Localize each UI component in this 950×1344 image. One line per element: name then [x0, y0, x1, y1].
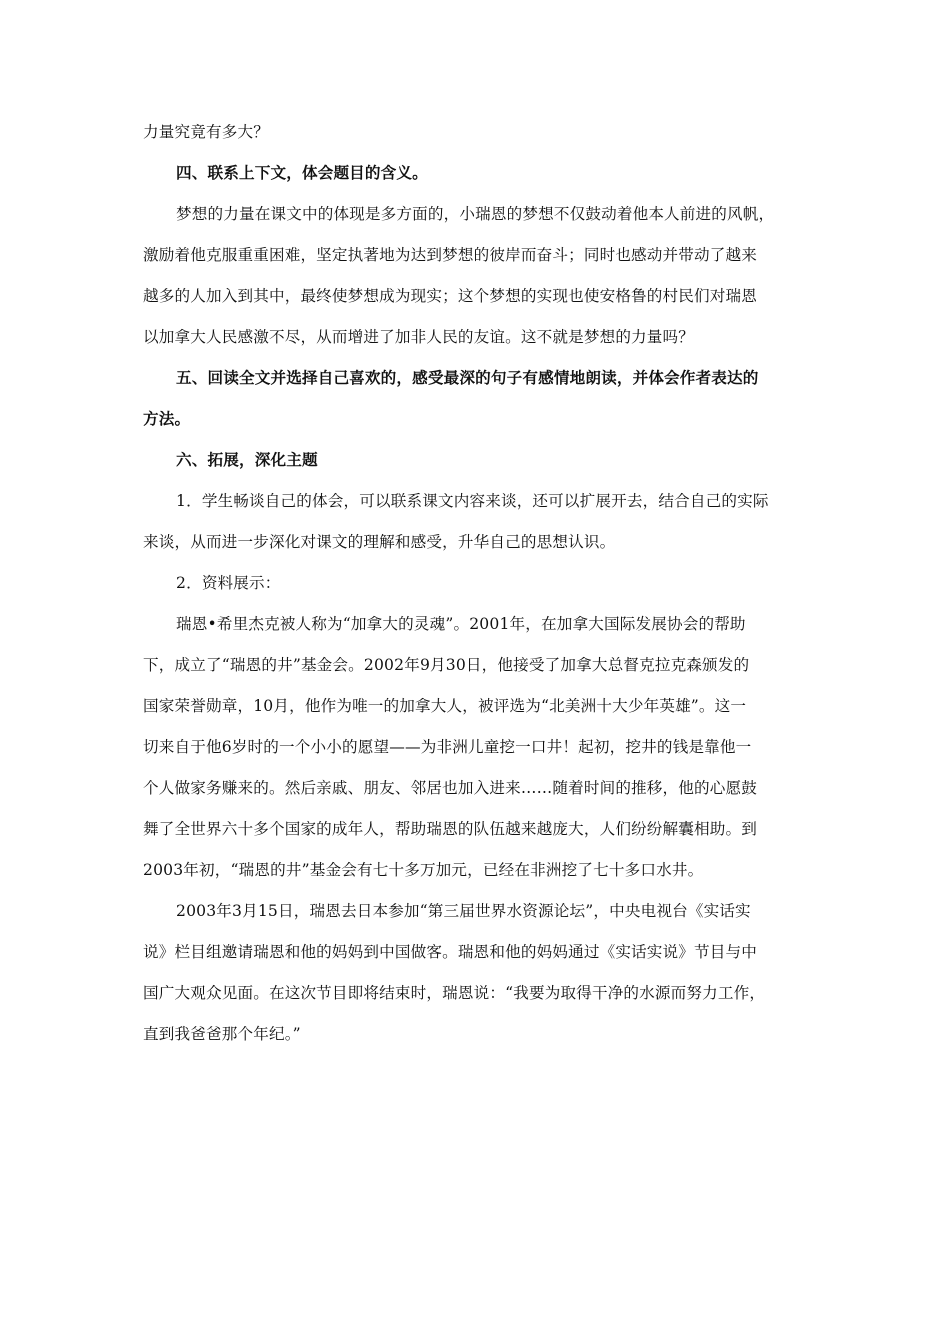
text-line: 梦想的力量在课文中的体现是多方面的，小瑞恩的梦想不仅鼓动着他本人前进的风帆，	[176, 205, 775, 223]
text-line: 直到我爸爸那个年纪。”	[143, 1025, 301, 1043]
section-heading-5-cont: 方法。	[143, 409, 191, 428]
text-line: 瑞恩•希里杰克被人称为“加拿大的灵魂”。2001年，在加拿大国际发展协会的帮助	[176, 615, 746, 633]
text-line: 2．资料展示：	[176, 574, 281, 592]
text-line: 2003年3月15日，瑞恩去日本参加“第三届世界水资源论坛”，中央电视台《实话实	[176, 902, 751, 920]
text-line: 说》栏目组邀请瑞恩和他的妈妈到中国做客。瑞恩和他的妈妈通过《实话实说》节目与中	[143, 943, 758, 961]
text-line: 个人做家务赚来的。然后亲戚、朋友、邻居也加入进来……随着时间的推移，他的心愿鼓	[143, 779, 758, 797]
section-heading-4: 四、联系上下文，体会题目的含义。	[176, 163, 428, 182]
text-line: 切来自于他6岁时的一个小小的愿望——为非洲儿童挖一口井！起初，挖井的钱是靠他一	[143, 738, 752, 756]
text-line: 激励着他克服重重困难，坚定执著地为达到梦想的彼岸而奋斗；同时也感动并带动了越来	[143, 246, 758, 264]
section-heading-5: 五、回读全文并选择自己喜欢的，感受最深的句子有感情地朗读，并体会作者表达的	[176, 368, 759, 387]
text-line: 力量究竟有多大？	[143, 123, 269, 141]
text-line: 舞了全世界六十多个国家的成年人，帮助瑞恩的队伍越来越庞大，人们纷纷解囊相助。到	[143, 820, 758, 838]
text-line: 来谈，从而进一步深化对课文的理解和感受，升华自己的思想认识。	[143, 533, 616, 551]
text-line: 越多的人加入到其中，最终使梦想成为现实；这个梦想的实现也使安格鲁的村民们对瑞恩	[143, 287, 758, 305]
text-line: 下，成立了“瑞恩的井”基金会。2002年9月30日，他接受了加拿大总督克拉克森颁发的	[143, 656, 750, 674]
section-heading-6: 六、拓展，深化主题	[176, 450, 318, 469]
text-line: 以加拿大人民感激不尽，从而增进了加非人民的友谊。这不就是梦想的力量吗？	[143, 328, 695, 346]
text-line: 国广大观众见面。在这次节目即将结束时，瑞恩说：“我要为取得干净的水源而努力工作，	[143, 984, 766, 1002]
text-line: 1．学生畅谈自己的体会，可以联系课文内容来谈，还可以扩展开去，结合自己的实际	[176, 492, 769, 510]
text-line: 2003年初，“瑞恩的井”基金会有七十多万加元，已经在非洲挖了七十多口水井。	[143, 861, 704, 879]
text-line: 国家荣誉勋章，10月，他作为唯一的加拿大人，被评选为“北美洲十大少年英雄”。这一	[143, 697, 747, 715]
